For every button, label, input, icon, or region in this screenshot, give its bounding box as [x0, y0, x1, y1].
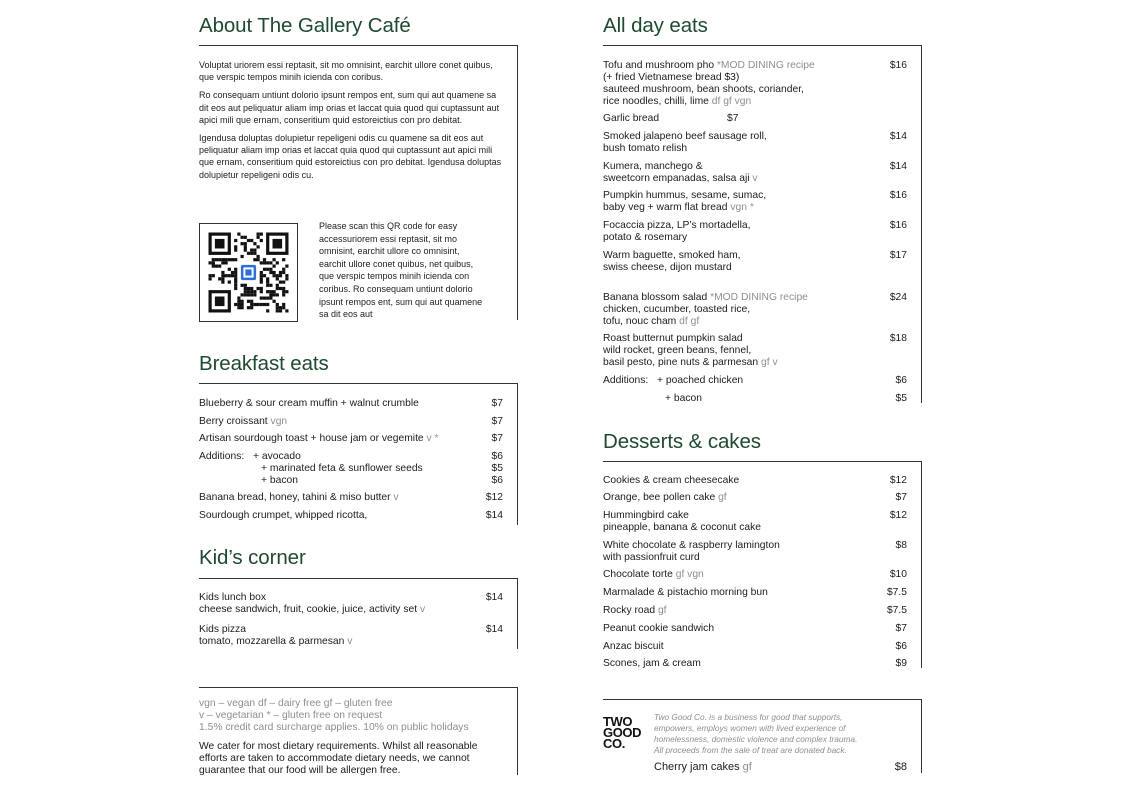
additions-label: Additions: — [199, 451, 245, 462]
allday-rule — [603, 45, 922, 46]
about-title: About The Gallery Café — [199, 14, 411, 37]
menu-item: Anzac biscuit — [603, 641, 664, 652]
legend-line: v – vegetarian * – gluten free on request — [199, 710, 383, 721]
menu-item-pumpkin-salad: Roast butternut pumpkin salad wild rocket, green beans, fennel, basil pesto, pine nuts & parmesan gf v — [603, 333, 778, 368]
menu-price: $12 — [485, 492, 503, 503]
menu-price: $16 — [889, 60, 907, 71]
menu-price: $14 — [485, 510, 503, 521]
menu-price: $14 — [889, 131, 907, 142]
menu-item: Chocolate torte gf vgn — [603, 569, 704, 580]
menu-price: $7.5 — [886, 587, 907, 598]
menu-price: $12 — [889, 510, 907, 521]
addition-item: + bacon — [261, 475, 298, 486]
menu-item-name: Kids lunch box — [199, 592, 266, 603]
legend-vrule — [517, 687, 518, 775]
breakfast-rule — [199, 383, 518, 384]
menu-item: Sourdough crumpet, whipped ricotta, — [199, 510, 368, 521]
addition-price: $6 — [895, 375, 907, 386]
menu-price: $14 — [485, 624, 503, 635]
dietary-line: guarantee that our food will be allergen free. — [199, 765, 401, 776]
about-vrule — [517, 45, 518, 320]
about-paragraph-1: Voluptat uriorem essi reptasit, sit mo omnisint, earchit ullore conet quibus, que verspic tempos minih icienda con coribus. — [199, 60, 493, 83]
allday-title: All day eats — [603, 14, 708, 37]
menu-item — [199, 624, 352, 648]
menu-item: Garlic bread — [603, 113, 660, 124]
menu-price: $10 — [889, 569, 907, 580]
about-rule — [199, 45, 518, 46]
kids-title: Kid’s corner — [199, 546, 306, 569]
about-body — [199, 59, 504, 187]
twogood-rule — [603, 699, 922, 700]
kids-vrule — [517, 578, 518, 649]
menu-item: Banana bread, honey, tahini & miso butter v — [199, 492, 399, 503]
menu-item-pho — [603, 60, 815, 108]
desserts-rule — [603, 461, 922, 462]
breakfast-vrule — [517, 383, 518, 525]
menu-item — [199, 592, 425, 616]
menu-price: $7 — [491, 398, 503, 409]
about-paragraph-3: Igendusa doluptas dolupietur repeligeni odis cu quamene sa dit eos aut peliquatur aliam imp orias et laccat quia quod qui cuptassunt aut apici mili que ernam, conseritium quid estoreictius con pro debitat. Igendusa doluptas dolupietur repeligeni odis cu. — [199, 132, 502, 180]
menu-item: Warm baguette, smoked ham, swiss cheese, dijon mustard — [603, 250, 741, 273]
two-good-logo: TWO GOOD CO. — [603, 714, 642, 751]
menu-item: Berry croissant vgn — [199, 416, 288, 427]
menu-price: $7 — [895, 623, 907, 634]
menu-price: $6 — [895, 641, 907, 652]
legend-line: vgn – vegan df – dairy free gf – gluten free — [199, 698, 393, 709]
menu-price: $14 — [889, 161, 907, 172]
dietary-line: We cater for most dietary requirements. Whilst all reasonable — [199, 741, 478, 752]
addition-item: + avocado — [253, 451, 301, 462]
menu-price: $17 — [889, 250, 907, 261]
menu-price: $14 — [485, 592, 503, 603]
qr-code-icon[interactable] — [199, 223, 298, 322]
menu-item: Blueberry & sour cream muffin + walnut crumble — [199, 398, 419, 409]
menu-item: Orange, bee pollen cake gf — [603, 492, 727, 503]
menu-price: $7 — [895, 492, 907, 503]
allday-vrule — [921, 45, 922, 403]
addition-price: $5 — [895, 393, 907, 404]
menu-item-name: Kids pizza — [199, 624, 246, 635]
addition-price: $6 — [491, 451, 503, 462]
menu-price: $8 — [894, 761, 907, 773]
menu-item-description: rice noodles, chilli, lime df gf vgn — [603, 96, 752, 107]
menu-item-description: tomato, mozzarella & parmesan v — [199, 636, 353, 647]
menu-price: $12 — [889, 475, 907, 486]
addition-item: + poached chicken — [657, 375, 744, 386]
menu-price: $7 — [491, 416, 503, 427]
menu-item-description: sauteed mushroom, bean shoots, coriander, — [603, 84, 804, 95]
addition-price: $5 — [491, 463, 503, 474]
surcharge-note: 1.5% credit card surcharge applies. 10% on public holidays — [199, 722, 469, 733]
menu-price: $16 — [889, 220, 907, 231]
kids-rule — [199, 578, 518, 579]
twogood-vrule — [921, 699, 922, 773]
menu-price: $7.5 — [886, 605, 907, 616]
menu-item: Kumera, manchego & sweetcorn empanadas, salsa aji v — [603, 161, 758, 184]
menu-item: Pumpkin hummus, sesame, sumac, baby veg + warm flat bread vgn * — [603, 190, 767, 213]
menu-price: $9 — [895, 658, 907, 669]
menu-price: $7 — [491, 433, 503, 444]
menu-item: Cherry jam cakes gf — [654, 761, 752, 773]
menu-price: $16 — [889, 190, 907, 201]
desserts-title: Desserts & cakes — [603, 430, 761, 453]
desserts-vrule — [921, 461, 922, 668]
menu-item: Cookies & cream cheesecake — [603, 475, 740, 486]
menu-item-extra: (+ fried Vietnamese bread $3) — [603, 72, 740, 83]
menu-price: $18 — [889, 333, 907, 344]
additions-label: Additions: — [603, 375, 649, 386]
menu-item: Focaccia pizza, LP’s mortadella, potato & rosemary — [603, 220, 751, 243]
menu-price: $8 — [895, 540, 907, 551]
menu-price: $7 — [727, 113, 739, 124]
menu-item: White chocolate & raspberry lamington with passionfruit curd — [603, 540, 780, 563]
qr-description: Please scan this QR code for easy accessuriorem essi reptasit, sit mo omnisint, earchit ullore co omnisint, earchit ullore conet quibus, net quibus, que verspic tempos minih icienda con coribus. Ro consequam untiunt dolorio ipsunt rempos ent, sum qui aut quamene sa dit eos aut — [319, 221, 483, 320]
menu-price: $24 — [889, 292, 907, 303]
menu-item: Scones, jam & cream — [603, 658, 701, 669]
about-paragraph-2: Ro consequam untiunt dolorio ipsunt rempos ent, sum qui aut quamene sa dit eos aut peliquatur aliam imp orias et laccat quia quod qui cuptassunt aut apici mili que ernam, conseritium quid estoreictius con pro debitat. — [199, 90, 500, 125]
menu-item: Smoked jalapeno beef sausage roll, bush tomato relish — [603, 131, 767, 154]
addition-item: + bacon — [665, 393, 702, 404]
menu-item-name: Tofu and mushroom pho *MOD DINING recipe — [603, 60, 815, 71]
breakfast-title: Breakfast eats — [199, 352, 329, 375]
addition-item: + marinated feta & sunflower seeds — [261, 463, 423, 474]
qr-code-graphic — [200, 224, 297, 321]
menu-item: Marmalade & pistachio morning bun — [603, 587, 768, 598]
menu-item-banana-salad: Banana blossom salad *MOD DINING recipe chicken, cucumber, toasted rice, tofu, nouc cham df gf — [603, 292, 808, 327]
addition-price: $6 — [491, 475, 503, 486]
twogood-blurb: Two Good Co. is a business for good that supports, empowers, employs women with lived experience of homelessness, domestic violence and complex trauma. All proceeds from the sale of treat are donated back. — [654, 712, 858, 755]
dietary-line: efforts are taken to accommodate dietary needs, we cannot — [199, 753, 470, 764]
menu-item: Rocky road gf — [603, 605, 667, 616]
legend-rule — [199, 687, 518, 688]
menu-item: Hummingbird cake pineapple, banana & coconut cake — [603, 510, 762, 533]
menu-item-description: cheese sandwich, fruit, cookie, juice, activity set v — [199, 604, 426, 615]
menu-item: Artisan sourdough toast + house jam or vegemite v * — [199, 433, 439, 444]
menu-item: Peanut cookie sandwich — [603, 623, 715, 634]
